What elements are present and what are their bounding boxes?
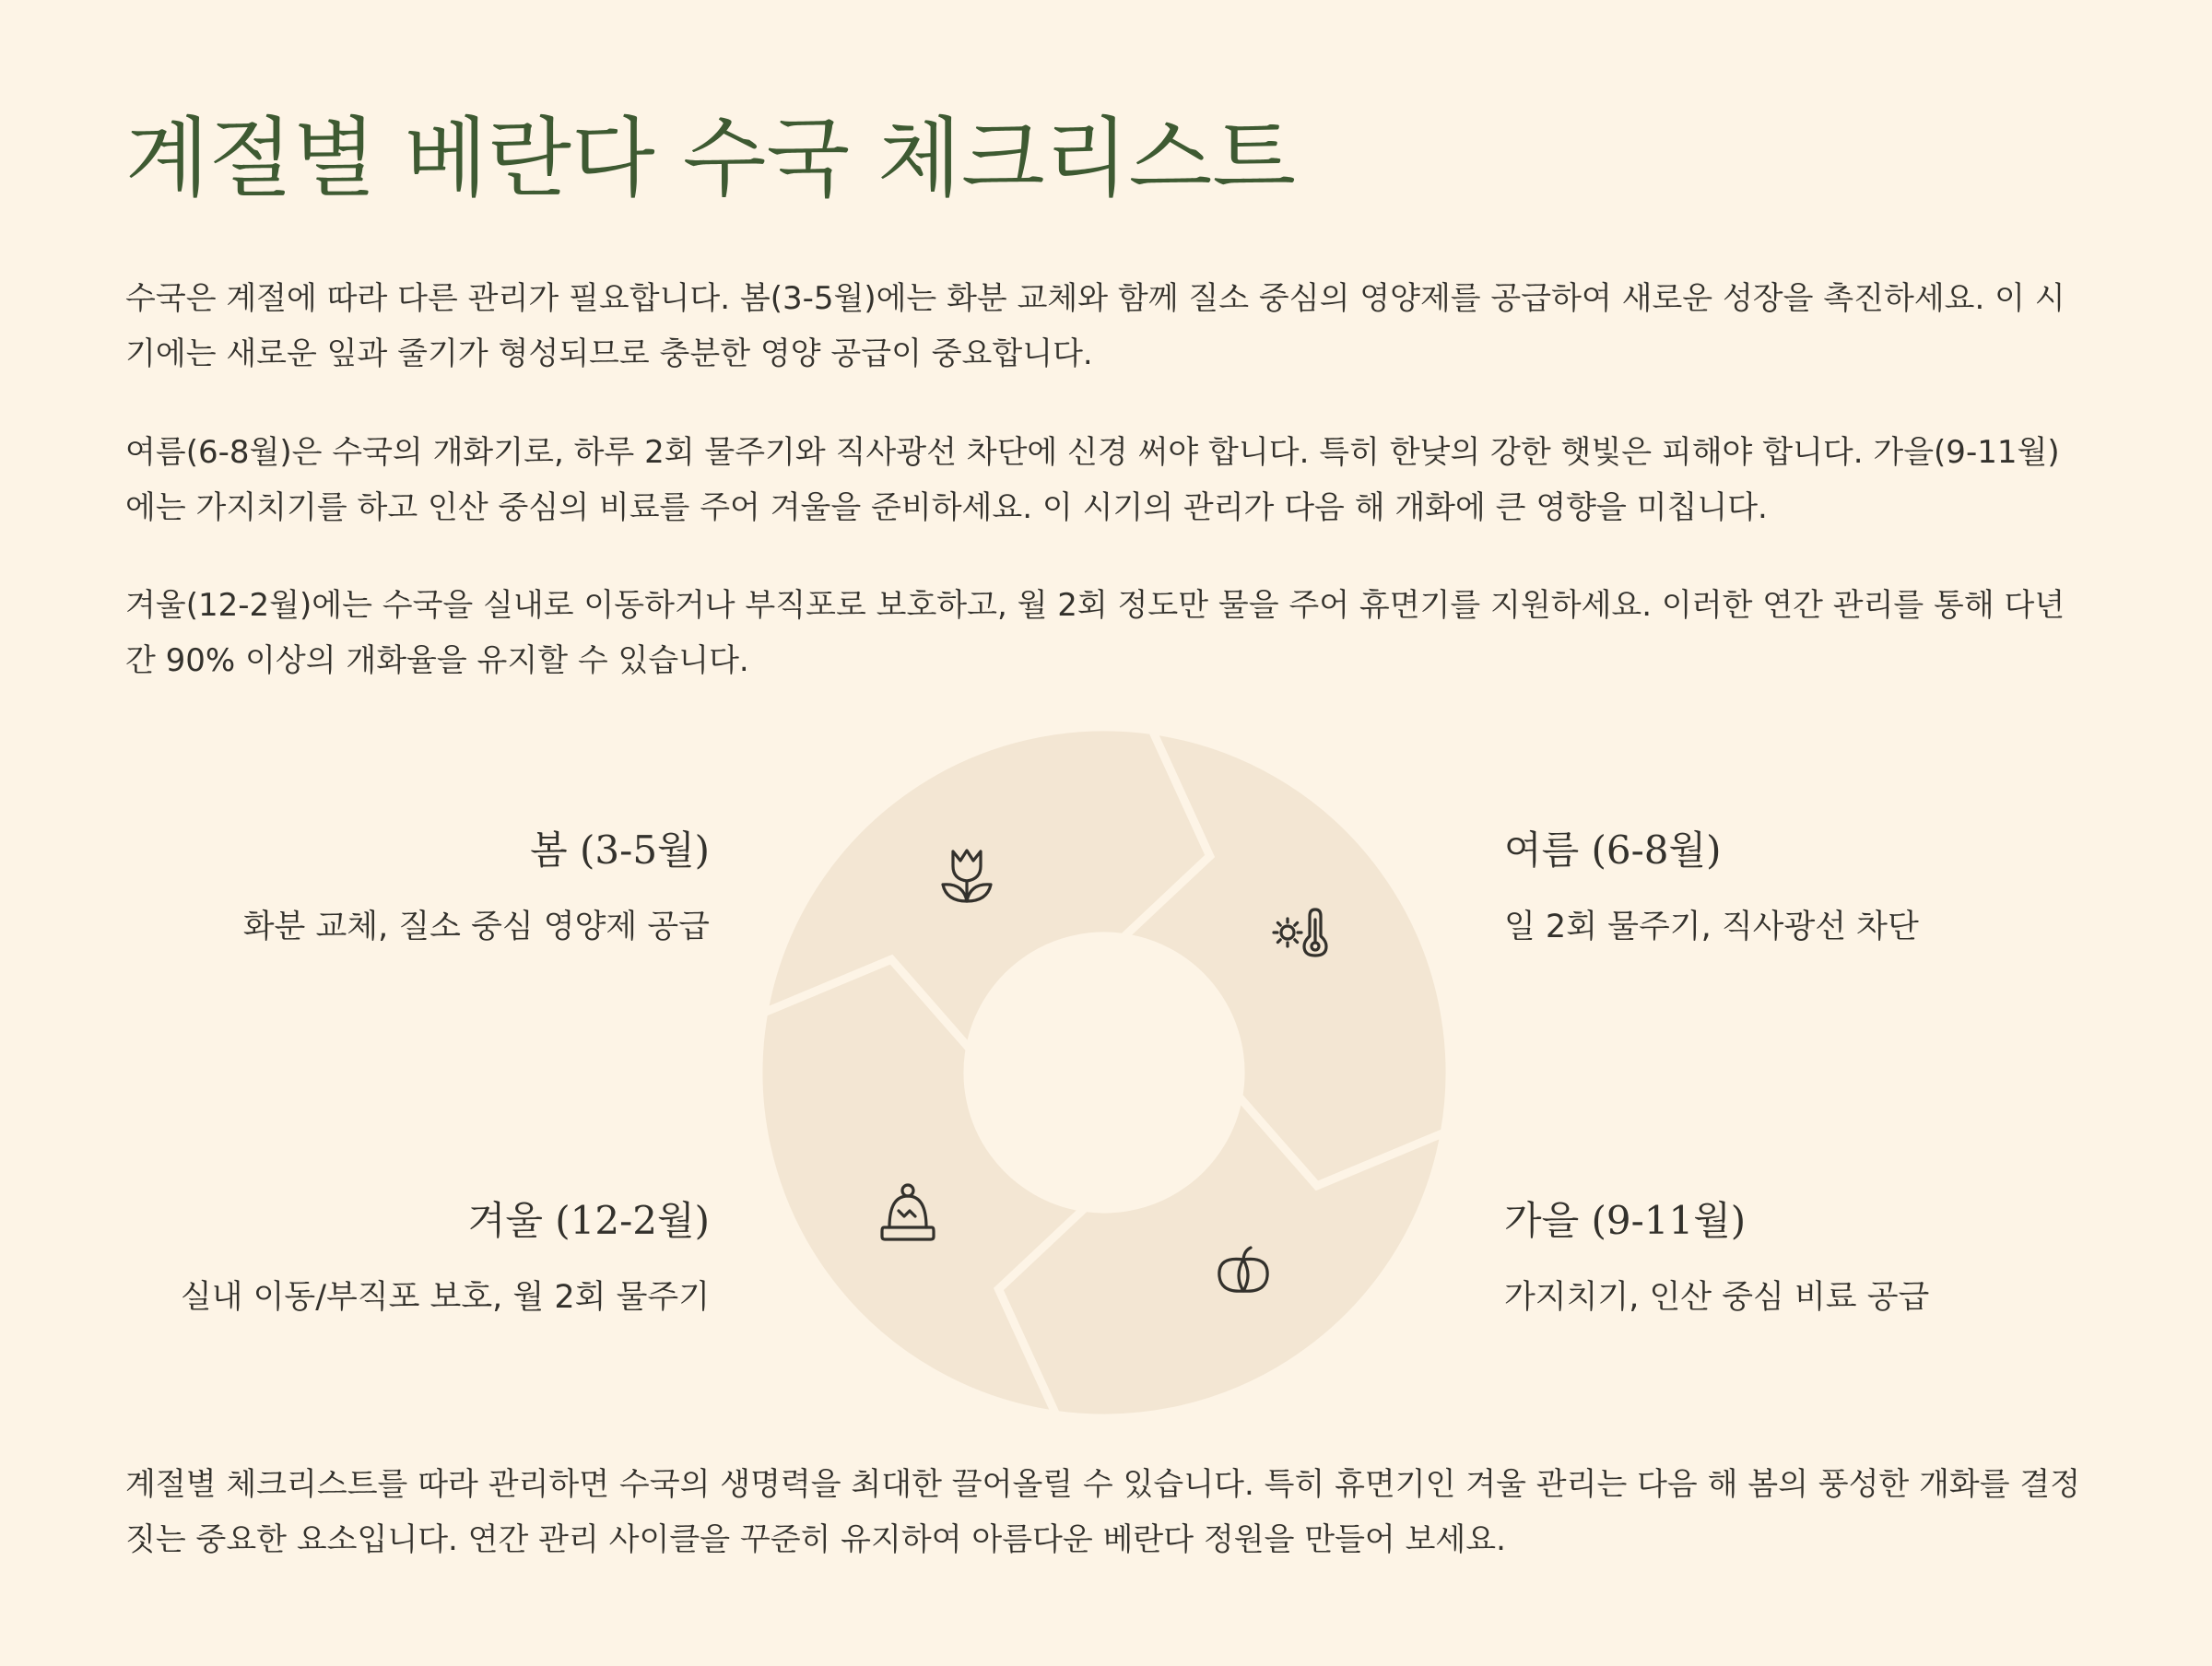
spring-description: 화분 교체, 질소 중심 영양제 공급 <box>242 909 710 945</box>
page-title: 계절별 베란다 수국 체크리스트 <box>125 109 1297 209</box>
winter-paragraph: 겨울(12-2월)에는 수국을 실내로 이동하거나 부직포로 보호하고, 월 2회 정도만 물을 주어 휴면기를 지원하세요. 이러한 연간 관리를 통해 다년간 90% 이상의 개화율을 유지할 수 있습니다. <box>125 587 2065 679</box>
summer-autumn-paragraph: 여름(6-8월)은 수국의 개화기로, 하루 2회 물주기와 직사광선 차단에 신경 써야 합니다. 특히 한낮의 강한 햇빛은 피해야 합니다. 가을(9-11월)에는 가지치기를 하고 인산 중심의 비료를 주어 겨울을 준비하세요. 이 시기의 관리가 다음 해 개화에 큰 영향을 미칩니다. <box>125 434 2060 526</box>
summer-title: 여름 (6-8월) <box>1504 827 1722 873</box>
pumpkin-icon <box>1219 1248 1267 1291</box>
winter-title: 겨울 (12-2월) <box>467 1198 710 1243</box>
winter-hat-icon <box>882 1185 934 1239</box>
intro-paragraph: 수국은 계절에 따라 다른 관리가 필요합니다. 봄(3-5월)에는 화분 교체와 함께 질소 중심의 영양제를 공급하여 새로운 성장을 촉진하세요. 이 시기에는 새로운 잎과 줄기가 형성되므로 충분한 영양 공급이 중요합니다. <box>125 280 2065 372</box>
autumn-title: 가을 (9-11월) <box>1504 1198 1747 1243</box>
summer-segment <box>1124 731 1450 1186</box>
tulip-icon <box>943 851 991 901</box>
autumn-description: 가지치기, 인산 중심 비료 공급 <box>1504 1279 1930 1316</box>
spring-segment <box>764 727 1210 1049</box>
autumn-segment <box>998 1097 1444 1418</box>
closing-paragraph: 계절별 체크리스트를 따라 관리하면 수국의 생명력을 최대한 끌어올릴 수 있습니다. 특히 휴면기인 겨울 관리는 다음 해 봄의 풍성한 개화를 결정짓는 중요한 요소입니다. 연간 관리 사이클을 꾸준히 유지하여 아름다운 베란다 정원을 만들어 보세요. <box>125 1466 2081 1558</box>
summer-description: 일 2회 물주기, 직사광선 차단 <box>1504 909 1919 945</box>
spring-title: 봄 (3-5월) <box>530 827 710 873</box>
winter-description: 실내 이동/부직포 보호, 월 2회 물주기 <box>180 1279 710 1316</box>
sun-thermometer-icon <box>1274 909 1326 956</box>
winter-segment <box>759 959 1085 1414</box>
